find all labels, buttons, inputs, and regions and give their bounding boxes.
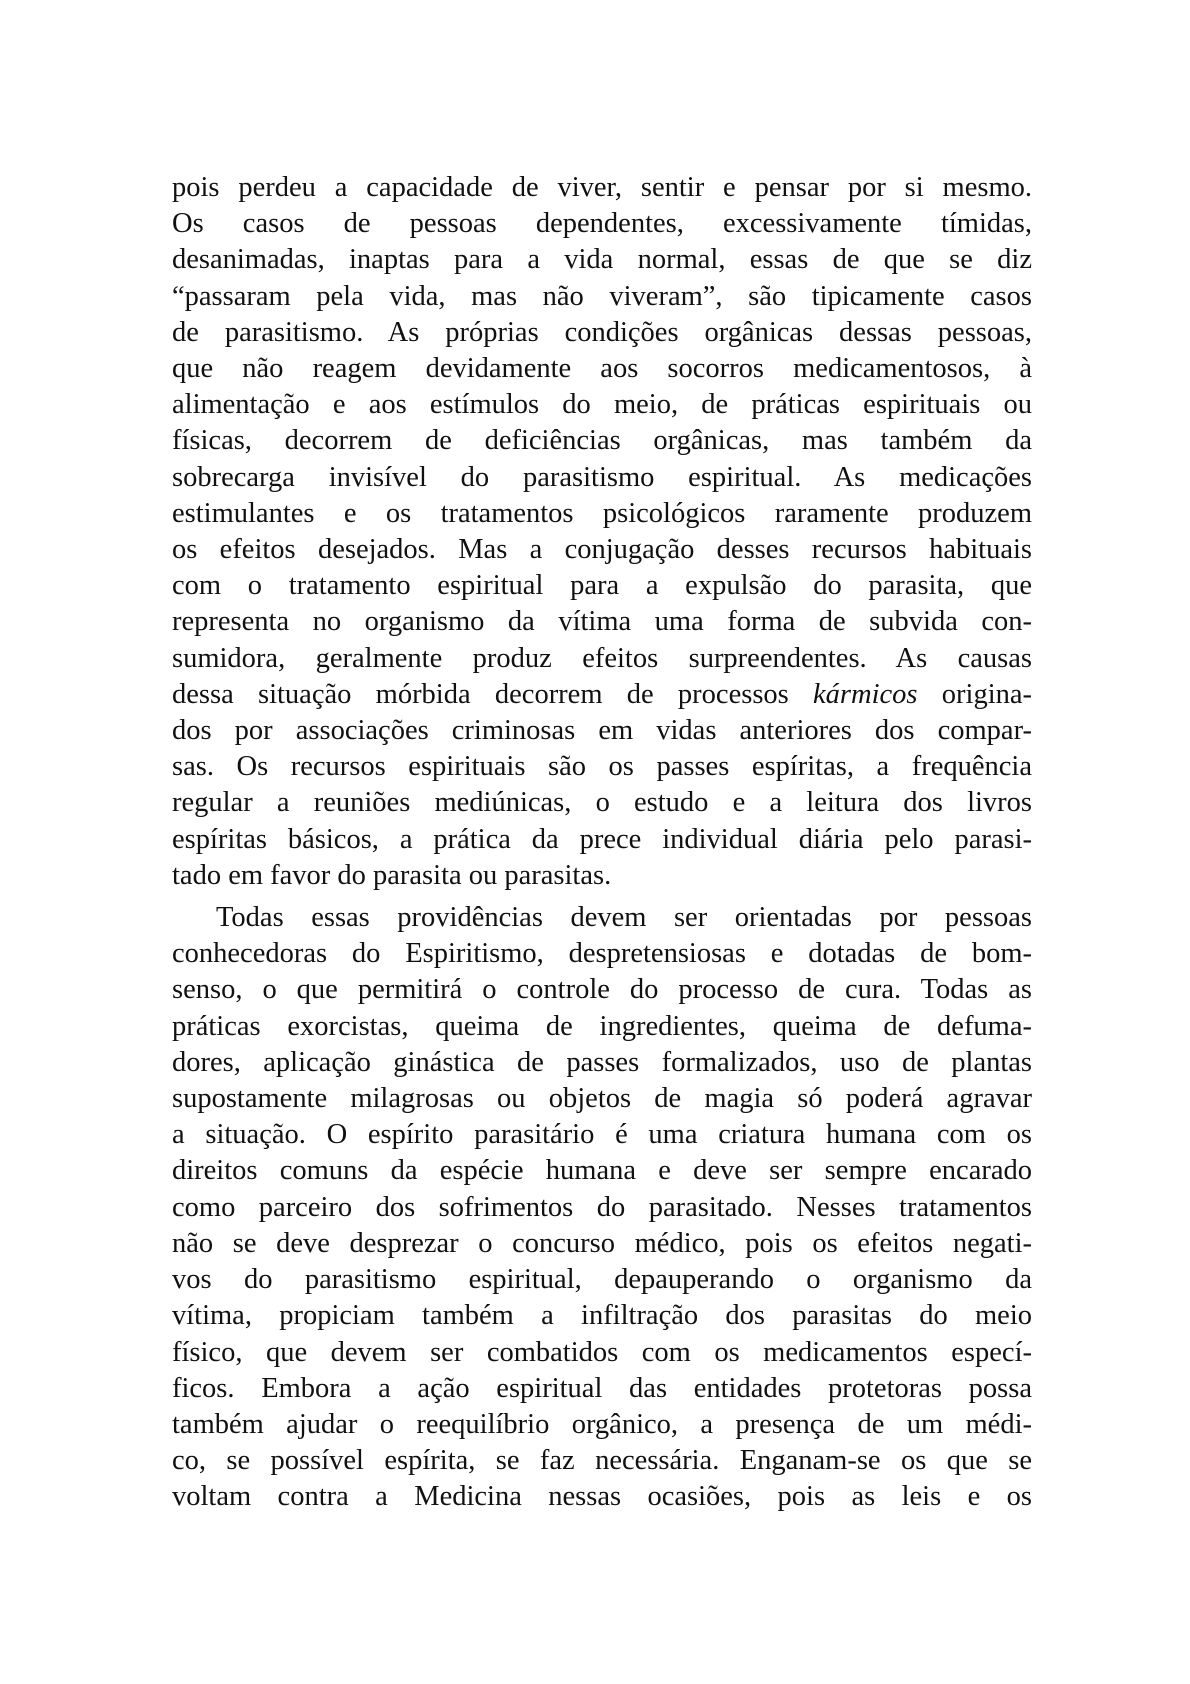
text-line: físico, que devem ser combatidos com os medicamentos especí- xyxy=(172,1336,1032,1368)
text-line: senso, o que permitirá o controle do processo de cura. Todas as xyxy=(172,974,1032,1006)
text-line: dores, aplicação ginástica de passes formalizados, uso de plantas xyxy=(172,1046,1032,1078)
text-line: Todas essas providências devem ser orientadas por pessoas xyxy=(216,902,1032,934)
text-segment: origina- xyxy=(917,678,1033,710)
text-line: regular a reuniões mediúnicas, o estudo e a leitura dos livros xyxy=(172,787,1032,819)
text-line: vos do parasitismo espiritual, depauperando o organismo da xyxy=(172,1264,1032,1296)
text-line: Os casos de pessoas dependentes, excessivamente tímidas, xyxy=(172,208,1032,240)
text-line: voltam contra a Medicina nessas ocasiões, pois as leis e os xyxy=(172,1481,1032,1513)
text-line: estimulantes e os tratamentos psicológicos raramente produzem xyxy=(172,497,1032,529)
text-line: práticas exorcistas, queima de ingredientes, queima de defuma- xyxy=(172,1010,1032,1042)
text-line: de parasitismo. As próprias condições orgânicas dessas pessoas, xyxy=(172,316,1032,348)
book-page xyxy=(172,170,1032,1516)
text-segment: dessa situação mórbida decorrem de processos xyxy=(172,678,814,710)
text-line: co, se possível espírita, se faz necessária. Enganam-se os que se xyxy=(172,1445,1032,1477)
italic-term: kármicos xyxy=(813,678,918,710)
text-line: tado em favor do parasita ou parasitas. xyxy=(172,859,612,891)
text-line: vítima, propiciam também a infiltração dos parasitas do meio xyxy=(172,1300,1032,1332)
text-line: também ajudar o reequilíbrio orgânico, a presença de um médi- xyxy=(172,1408,1032,1440)
text-line: que não reagem devidamente aos socorros medicamentosos, à xyxy=(172,353,1032,385)
paragraph-2 xyxy=(172,900,1032,1515)
text-line: espíritas básicos, a prática da prece individual diária pelo parasi- xyxy=(172,823,1032,855)
text-line: alimentação e aos estímulos do meio, de práticas espirituais ou xyxy=(172,389,1032,421)
text-line: como parceiro dos sofrimentos do parasitado. Nesses tratamentos xyxy=(172,1191,1032,1223)
paragraph-1 xyxy=(172,170,1032,894)
text-line: conhecedoras do Espiritismo, despretensiosas e dotadas de bom- xyxy=(172,938,1032,970)
text-line: direitos comuns da espécie humana e deve ser sempre encarado xyxy=(172,1155,1032,1187)
text-line-with-italic xyxy=(172,677,1032,713)
text-line: ficos. Embora a ação espiritual das entidades protetoras possa xyxy=(172,1372,1032,1404)
text-line: sas. Os recursos espirituais são os passes espíritas, a frequência xyxy=(172,751,1032,783)
text-line: com o tratamento espiritual para a expulsão do parasita, que xyxy=(172,570,1032,602)
text-line: a situação. O espírito parasitário é uma criatura humana com os xyxy=(172,1119,1032,1151)
text-line: representa no organismo da vítima uma forma de subvida con- xyxy=(172,606,1032,638)
text-line: físicas, decorrem de deficiências orgânicas, mas também da xyxy=(172,425,1032,457)
text-line: os efeitos desejados. Mas a conjugação desses recursos habituais xyxy=(172,534,1032,566)
text-line: sumidora, geralmente produz efeitos surpreendentes. As causas xyxy=(172,642,1032,674)
text-line: “passaram pela vida, mas não viveram”, são tipicamente casos xyxy=(172,280,1032,312)
text-line: desanimadas, inaptas para a vida normal, essas de que se diz xyxy=(172,244,1032,276)
text-line: não se deve desprezar o concurso médico, pois os efeitos negati- xyxy=(172,1227,1032,1259)
text-line: sobrecarga invisível do parasitismo espiritual. As medicações xyxy=(172,461,1032,493)
text-line: pois perdeu a capacidade de viver, sentir e pensar por si mesmo. xyxy=(172,172,1032,203)
text-line: supostamente milagrosas ou objetos de magia só poderá agravar xyxy=(172,1083,1032,1115)
text-line: dos por associações criminosas em vidas anteriores dos compar- xyxy=(172,715,1032,747)
